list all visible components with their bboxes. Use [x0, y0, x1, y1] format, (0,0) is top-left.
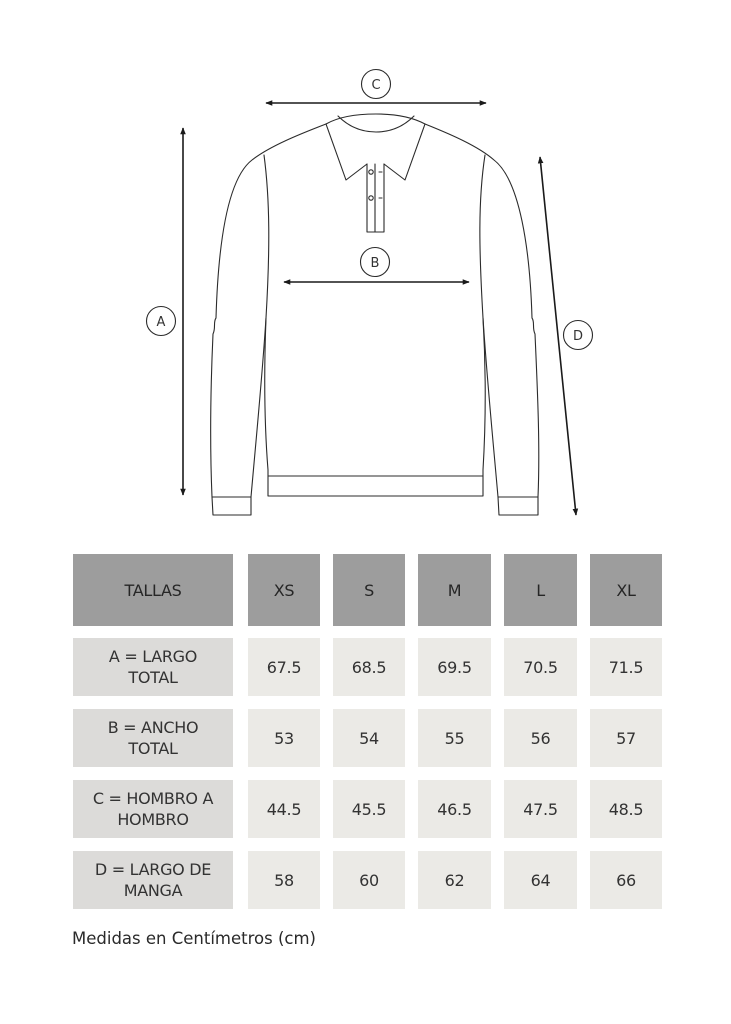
polo-shirt-outline	[211, 114, 539, 515]
table-cell: 68.5	[333, 638, 405, 696]
table-cell: 60	[333, 851, 405, 909]
table-cell: 56	[504, 709, 577, 767]
measure-a-arrow	[147, 128, 184, 495]
measure-d-arrow	[540, 157, 593, 515]
label-c: C	[371, 78, 381, 93]
row-label-largo-total: A = LARGO TOTAL	[73, 638, 233, 696]
table-cell: 54	[333, 709, 405, 767]
measure-c-arrow	[266, 70, 486, 104]
table-cell: 45.5	[333, 780, 405, 838]
table-cell: 69.5	[418, 638, 491, 696]
table-cell: 47.5	[504, 780, 577, 838]
header-size-s: S	[333, 554, 405, 626]
table-cell: 58	[248, 851, 320, 909]
table-cell: 48.5	[590, 780, 662, 838]
table-cell: 62	[418, 851, 491, 909]
header-size-l: L	[504, 554, 577, 626]
header-size-xs: XS	[248, 554, 320, 626]
measure-b-arrow	[284, 248, 469, 283]
row-label-ancho-total: B = ANCHO TOTAL	[73, 709, 233, 767]
table-cell: 67.5	[248, 638, 320, 696]
table-cell: 64	[504, 851, 577, 909]
header-tallas: TALLAS	[73, 554, 233, 626]
label-a: A	[156, 315, 166, 330]
table-cell: 55	[418, 709, 491, 767]
label-d: D	[572, 329, 584, 344]
header-size-xl: XL	[590, 554, 662, 626]
table-cell: 71.5	[590, 638, 662, 696]
table-cell: 46.5	[418, 780, 491, 838]
header-size-m: M	[418, 554, 491, 626]
table-cell: 70.5	[504, 638, 577, 696]
table-cell: 53	[248, 709, 320, 767]
row-label-largo-de-manga: D = LARGO DE MANGA	[73, 851, 233, 909]
row-label-hombro-a-hombro: C = HOMBRO A HOMBRO	[73, 780, 233, 838]
label-b: B	[370, 256, 380, 271]
table-cell: 44.5	[248, 780, 320, 838]
table-cell: 66	[590, 851, 662, 909]
units-note: Medidas en Centímetros (cm)	[72, 929, 316, 948]
table-cell: 57	[590, 709, 662, 767]
